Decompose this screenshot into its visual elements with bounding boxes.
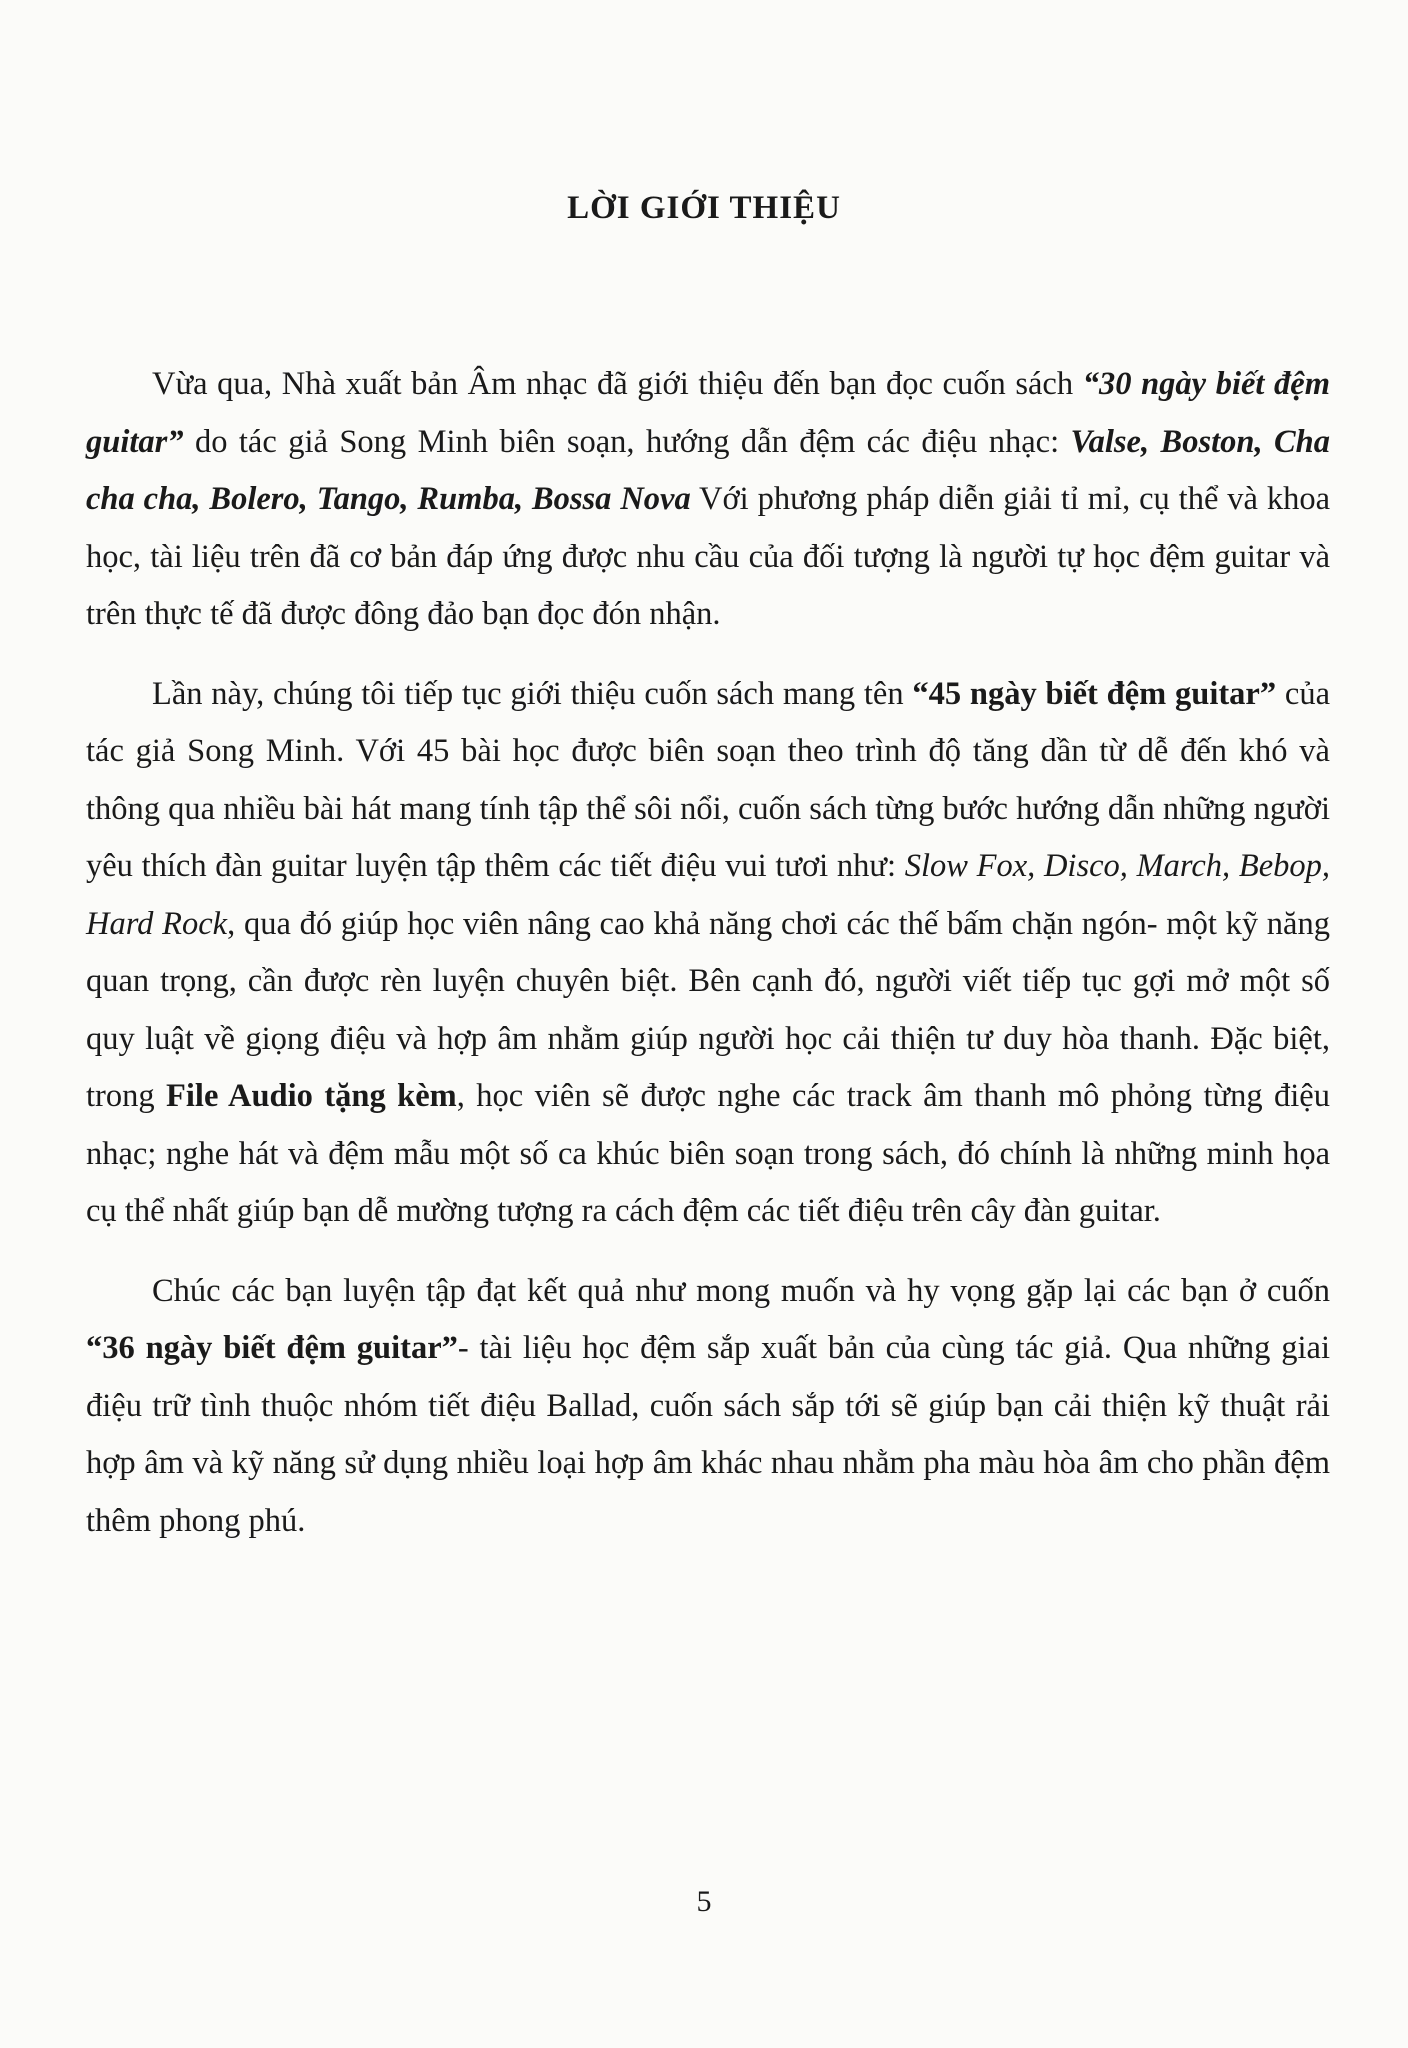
style-list: Slow Fox, Disco, March, Bebop, Hard Rock [86,848,1331,942]
paragraph-2 [86,666,1330,1241]
text-span: , qua đó giúp học viên nâng cao khả năng chơi các thế bấm chặn ngón- một kỹ năng quan trọng, cần được rèn luyện chuyên biệt. Bên cạnh đó, người viết tiếp tục gợi mở một số quy luật về giọng điệu và hợp âm nhằm giúp người học cải thiện tư duy hòa thanh. Đặc biệt, trong [86,905,1330,1114]
paragraph-1 [86,356,1330,644]
book-title-36-days: “36 ngày biết đệm guitar” [86,1330,458,1366]
audio-file-highlight: File Audio tặng kèm [166,1078,457,1114]
book-title-45-days: “45 ngày biết đệm guitar” [912,675,1277,712]
page-number: 5 [696,1885,712,1918]
book-title-30-days: “30 ngày biết đệm guitar” [86,366,1330,460]
text-span: do tác giả Song Minh biên soạn, hướng dẫn đệm các điệu nhạc: [183,423,1071,460]
text-span: Với phương pháp diễn giải tỉ mỉ, cụ thể và khoa học, tài liệu trên đã cơ bản đáp ứng được nhu cầu của đối tượng là người tự học đệm guitar và trên thực tế đã được đông đảo bạn đọc đón nhận. [86,481,1330,632]
text-span: Chúc các bạn luyện tập đạt kết quả như mong muốn và hy vọng gặp lại các bạn ở cuốn [152,1272,1330,1309]
rhythm-list: Valse, Boston, Cha cha cha, Bolero, Tango, Rumba, Bossa Nova [86,423,1331,517]
text-span: , học viên sẽ được nghe các track âm thanh mô phỏng từng điệu nhạc; nghe hát và đệm mẫu một số ca khúc biên soạn trong sách, đó chính là những minh họa cụ thể nhất giúp bạn dễ mường tượng ra cách đệm các tiết điệu trên cây đàn guitar. [86,1078,1330,1229]
text-span: Lần này, chúng tôi tiếp tục giới thiệu cuốn sách mang tên [152,675,913,712]
text-span: Vừa qua, Nhà xuất bản Âm nhạc đã giới thiệu đến bạn đọc cuốn sách [152,366,1083,402]
text-span: - tài liệu học đệm sắp xuất bản của cùng tác giả. Qua những giai điệu trữ tình thuộc nhóm tiết điệu Ballad, cuốn sách sắp tới sẽ giúp bạn cải thiện kỹ thuật rải hợp âm và kỹ năng sử dụng nhiều loại hợp âm khác nhau nhằm pha màu hòa âm cho phần đệm thêm phong phú. [86,1330,1330,1539]
paragraph-3 [86,1263,1330,1551]
page-title: LỜI GIỚI THIỆU [567,190,841,226]
body-text [86,356,1330,1550]
text-span: của tác giả Song Minh. Với 45 bài học được biên soạn theo trình độ tăng dần từ dễ đến khó và thông qua nhiều bài hát mang tính tập thể sôi nổi, cuốn sách từng bước hướng dẫn những người yêu thích đàn guitar luyện tập thêm các tiết điệu vui tươi như: [86,675,1330,884]
